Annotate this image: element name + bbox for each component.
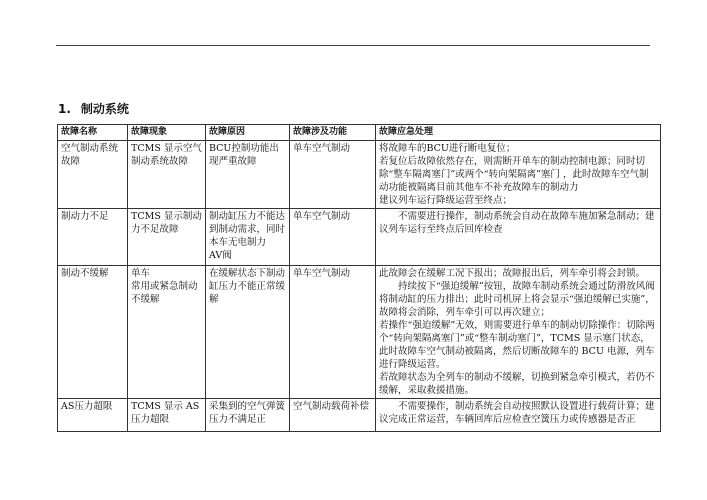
cell-cause: 在缓解状态下制动缸压力不能正常缓解	[206, 266, 290, 399]
header-fault-symptom: 故障现象	[128, 125, 206, 141]
table-row	[58, 266, 661, 399]
handling-line: 将故障车的BCU进行断电复位；	[379, 143, 516, 154]
header-fault-cause: 故障原因	[206, 125, 290, 141]
fault-table	[57, 124, 661, 432]
cell-name: 空气制动系统故障	[58, 141, 128, 209]
cell-name: AS压力超限	[58, 399, 128, 432]
cell-symptom: TCMS 显示 AS 压力超限	[128, 399, 206, 432]
cell-handling	[376, 141, 661, 209]
section-heading	[58, 100, 129, 117]
cell-cause: BCU控制功能出现严重故障	[206, 141, 290, 209]
handling-line: 不需要操作，制动系统会自动按照默认设置进行载荷计算；建议完成正常运营，车辆回库后应检查空簧压力或传感器是否正	[379, 401, 655, 425]
header-rule	[56, 45, 650, 46]
header-fault-handling: 故障应急处理	[376, 125, 661, 141]
cell-function: 单车空气制动	[290, 266, 376, 399]
cell-symptom	[128, 266, 206, 399]
cause-line: AV阀	[209, 250, 232, 261]
cell-function: 单车空气制动	[290, 141, 376, 209]
cell-handling	[376, 209, 661, 266]
handling-line: 不需要进行操作，制动系统会自动在故障车施加紧急制动；建议列车运行至终点后回库检查	[379, 211, 655, 235]
table-row	[58, 399, 661, 432]
cell-name: 制动不缓解	[58, 266, 128, 399]
table-row	[58, 209, 661, 266]
cell-name: 制动力不足	[58, 209, 128, 266]
handling-line: 此故障会在缓解工况下报出；故障报出后，列车牵引将会封锁。	[379, 268, 646, 279]
cell-cause: 采集到的空气弹簧压力不满足正	[206, 399, 290, 432]
handling-line: 建议列车运行降级运营至终点；	[379, 195, 513, 206]
cell-handling	[376, 399, 661, 432]
cell-symptom: TCMS 显示制动力不足故障	[128, 209, 206, 266]
section-title-text: 制动系统	[80, 102, 129, 116]
handling-line: 若复位后故障依然存在，则需断开单车的制动控制电源；同时切除“整车隔离塞门”或两个“转向架隔离”塞门 ，此时故障车空气制动功能被隔离目前其他车不补充故障车的制动力	[379, 156, 649, 193]
table-header-row	[58, 125, 661, 141]
table-row	[58, 141, 661, 209]
symptom-line: 单车	[131, 268, 151, 279]
handling-line: 若故障状态为全列车的制动不缓解，切换到紧急牵引模式，若仍不缓解，采取救援措施。	[379, 372, 655, 396]
header-fault-function: 故障涉及功能	[290, 125, 376, 141]
cell-handling	[376, 266, 661, 399]
cause-line: 制动缸压力不能达到制动需求，同时本车无电制力	[209, 211, 286, 248]
cell-function: 单车空气制动	[290, 209, 376, 266]
handling-line: 持续按下“强迫缓解”按钮，故障车制动系统会通过防滑放风阀将制动缸的压力排出；此时司机屏上将会显示“强迫缓解已实施”，故障将会消除，列车牵引可以再次建立；	[379, 281, 655, 318]
cell-symptom: TCMS 显示空气制动系统故障	[128, 141, 206, 209]
handling-line: 若操作“强迫缓解”无效，则需要进行单车的制动切除操作：切除两个“转向架隔离塞门”或“整车制动塞门”，TCMS 显示塞门状态，此时故障车空气制动被隔离，然后切断故障车的 BCU 电源，列车进行降级运营。	[379, 320, 655, 370]
section-number: 1.	[58, 102, 71, 116]
cell-cause	[206, 209, 290, 266]
symptom-line: 常用或紧急制动不缓解	[131, 281, 198, 305]
cell-function: 空气制动载荷补偿	[290, 399, 376, 432]
header-fault-name: 故障名称	[58, 125, 128, 141]
